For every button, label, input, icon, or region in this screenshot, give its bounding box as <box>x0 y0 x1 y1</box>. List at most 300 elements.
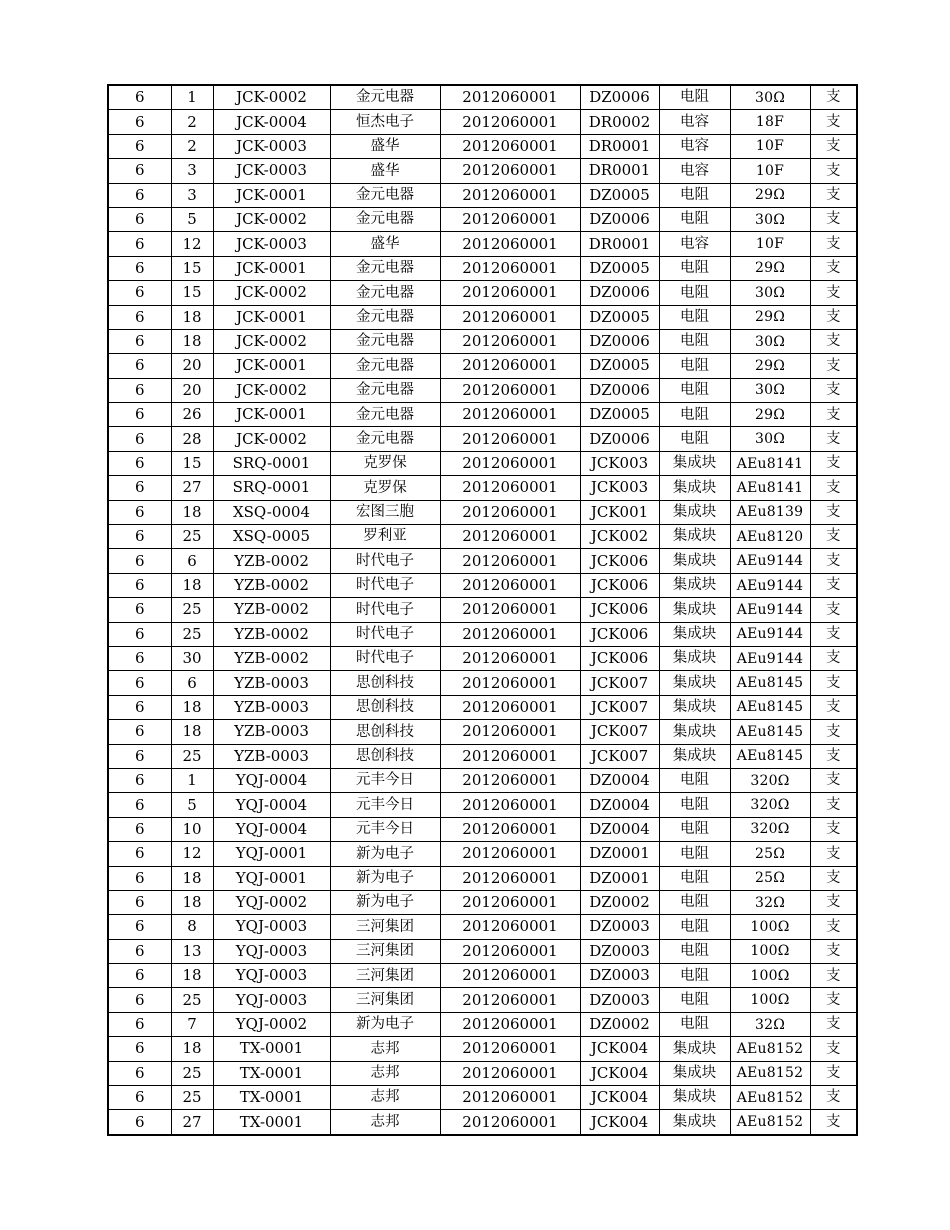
dept-code-cell: JCK-0002 <box>213 281 330 305</box>
day-cell: 6 <box>171 549 213 573</box>
part-name-cell: 集成块 <box>659 646 730 670</box>
supplier-cell: 金元电器 <box>330 207 440 231</box>
part-code-cell: DZ0004 <box>580 793 659 817</box>
table-row <box>108 1012 857 1036</box>
table-row <box>108 866 857 890</box>
month-cell: 6 <box>108 256 171 280</box>
part-name-cell: 电阻 <box>659 964 730 988</box>
dept-code-cell: XSQ-0005 <box>213 525 330 549</box>
dept-code-cell: YZB-0003 <box>213 720 330 744</box>
unit-cell: 支 <box>810 1037 857 1061</box>
month-cell: 6 <box>108 988 171 1012</box>
dept-code-cell: YQJ-0001 <box>213 866 330 890</box>
model-cell: 25Ω <box>730 866 810 890</box>
dept-code-cell: YZB-0002 <box>213 598 330 622</box>
dept-code-cell: SRQ-0001 <box>213 476 330 500</box>
model-cell: 30Ω <box>730 427 810 451</box>
unit-cell: 支 <box>810 744 857 768</box>
supplier-cell: 元丰今日 <box>330 817 440 841</box>
day-cell: 18 <box>171 500 213 524</box>
unit-cell: 支 <box>810 622 857 646</box>
model-cell: AEu8152 <box>730 1110 810 1135</box>
part-name-cell: 集成块 <box>659 1061 730 1085</box>
supplier-cell: 志邦 <box>330 1061 440 1085</box>
supplier-cell: 志邦 <box>330 1086 440 1110</box>
table-row <box>108 207 857 231</box>
unit-cell: 支 <box>810 207 857 231</box>
day-cell: 5 <box>171 207 213 231</box>
table-row <box>108 573 857 597</box>
model-cell: AEu9144 <box>730 646 810 670</box>
table-row <box>108 695 857 719</box>
unit-cell: 支 <box>810 403 857 427</box>
part-name-cell: 电阻 <box>659 890 730 914</box>
part-code-cell: JCK006 <box>580 549 659 573</box>
table-row <box>108 890 857 914</box>
order-number-cell: 2012060001 <box>440 281 580 305</box>
unit-cell: 支 <box>810 256 857 280</box>
dept-code-cell: JCK-0001 <box>213 183 330 207</box>
model-cell: 100Ω <box>730 964 810 988</box>
part-code-cell: DZ0003 <box>580 964 659 988</box>
part-code-cell: JCK007 <box>580 720 659 744</box>
model-cell: 320Ω <box>730 793 810 817</box>
part-name-cell: 集成块 <box>659 525 730 549</box>
dept-code-cell: JCK-0001 <box>213 256 330 280</box>
dept-code-cell: JCK-0003 <box>213 159 330 183</box>
table-row <box>108 1037 857 1061</box>
order-number-cell: 2012060001 <box>440 720 580 744</box>
dept-code-cell: YZB-0002 <box>213 622 330 646</box>
supplier-cell: 志邦 <box>330 1037 440 1061</box>
dept-code-cell: JCK-0001 <box>213 403 330 427</box>
day-cell: 25 <box>171 622 213 646</box>
dept-code-cell: YQJ-0004 <box>213 817 330 841</box>
day-cell: 20 <box>171 354 213 378</box>
month-cell: 6 <box>108 403 171 427</box>
day-cell: 25 <box>171 744 213 768</box>
unit-cell: 支 <box>810 768 857 792</box>
part-code-cell: DZ0002 <box>580 1012 659 1036</box>
part-name-cell: 集成块 <box>659 500 730 524</box>
supplier-cell: 时代电子 <box>330 549 440 573</box>
month-cell: 6 <box>108 134 171 158</box>
part-name-cell: 电阻 <box>659 256 730 280</box>
table-body <box>108 85 857 1135</box>
model-cell: AEu8145 <box>730 744 810 768</box>
unit-cell: 支 <box>810 1012 857 1036</box>
dept-code-cell: YQJ-0002 <box>213 1012 330 1036</box>
dept-code-cell: YZB-0003 <box>213 695 330 719</box>
dept-code-cell: JCK-0004 <box>213 110 330 134</box>
supplier-cell: 金元电器 <box>330 403 440 427</box>
dept-code-cell: TX-0001 <box>213 1037 330 1061</box>
day-cell: 25 <box>171 1061 213 1085</box>
dept-code-cell: YQJ-0003 <box>213 939 330 963</box>
table-row <box>108 1110 857 1135</box>
part-name-cell: 集成块 <box>659 720 730 744</box>
day-cell: 15 <box>171 256 213 280</box>
part-name-cell: 电阻 <box>659 85 730 110</box>
unit-cell: 支 <box>810 866 857 890</box>
day-cell: 25 <box>171 598 213 622</box>
order-number-cell: 2012060001 <box>440 85 580 110</box>
month-cell: 6 <box>108 890 171 914</box>
model-cell: 10F <box>730 159 810 183</box>
supplier-cell: 宏图三胞 <box>330 500 440 524</box>
order-number-cell: 2012060001 <box>440 110 580 134</box>
day-cell: 6 <box>171 671 213 695</box>
part-name-cell: 电阻 <box>659 988 730 1012</box>
month-cell: 6 <box>108 427 171 451</box>
month-cell: 6 <box>108 305 171 329</box>
model-cell: AEu8139 <box>730 500 810 524</box>
order-number-cell: 2012060001 <box>440 1061 580 1085</box>
part-code-cell: DZ0006 <box>580 207 659 231</box>
dept-code-cell: JCK-0002 <box>213 207 330 231</box>
model-cell: 30Ω <box>730 329 810 353</box>
supplier-cell: 新为电子 <box>330 842 440 866</box>
unit-cell: 支 <box>810 110 857 134</box>
part-name-cell: 电阻 <box>659 427 730 451</box>
order-number-cell: 2012060001 <box>440 134 580 158</box>
order-number-cell: 2012060001 <box>440 378 580 402</box>
supplier-cell: 克罗保 <box>330 451 440 475</box>
month-cell: 6 <box>108 329 171 353</box>
model-cell: AEu8145 <box>730 695 810 719</box>
table-row <box>108 939 857 963</box>
part-name-cell: 电阻 <box>659 866 730 890</box>
model-cell: 30Ω <box>730 378 810 402</box>
supplier-cell: 志邦 <box>330 1110 440 1135</box>
dept-code-cell: YQJ-0004 <box>213 768 330 792</box>
day-cell: 10 <box>171 817 213 841</box>
dept-code-cell: YZB-0002 <box>213 646 330 670</box>
day-cell: 27 <box>171 1110 213 1135</box>
day-cell: 18 <box>171 866 213 890</box>
unit-cell: 支 <box>810 1086 857 1110</box>
order-number-cell: 2012060001 <box>440 866 580 890</box>
part-code-cell: DZ0003 <box>580 939 659 963</box>
dept-code-cell: JCK-0002 <box>213 329 330 353</box>
day-cell: 30 <box>171 646 213 670</box>
month-cell: 6 <box>108 671 171 695</box>
model-cell: 29Ω <box>730 183 810 207</box>
supplier-cell: 金元电器 <box>330 281 440 305</box>
month-cell: 6 <box>108 622 171 646</box>
month-cell: 6 <box>108 842 171 866</box>
unit-cell: 支 <box>810 939 857 963</box>
day-cell: 25 <box>171 1086 213 1110</box>
day-cell: 15 <box>171 451 213 475</box>
supplier-cell: 新为电子 <box>330 866 440 890</box>
supplier-cell: 元丰今日 <box>330 768 440 792</box>
part-name-cell: 电阻 <box>659 305 730 329</box>
part-code-cell: DZ0001 <box>580 866 659 890</box>
order-number-cell: 2012060001 <box>440 915 580 939</box>
month-cell: 6 <box>108 110 171 134</box>
part-code-cell: DZ0001 <box>580 842 659 866</box>
unit-cell: 支 <box>810 305 857 329</box>
model-cell: 18F <box>730 110 810 134</box>
month-cell: 6 <box>108 720 171 744</box>
part-code-cell: JCK006 <box>580 622 659 646</box>
day-cell: 26 <box>171 403 213 427</box>
part-code-cell: DZ0005 <box>580 183 659 207</box>
day-cell: 1 <box>171 85 213 110</box>
table-row <box>108 1061 857 1085</box>
table-row <box>108 232 857 256</box>
month-cell: 6 <box>108 744 171 768</box>
supplier-cell: 时代电子 <box>330 573 440 597</box>
month-cell: 6 <box>108 354 171 378</box>
model-cell: AEu8152 <box>730 1086 810 1110</box>
unit-cell: 支 <box>810 232 857 256</box>
order-number-cell: 2012060001 <box>440 646 580 670</box>
unit-cell: 支 <box>810 476 857 500</box>
table-row <box>108 817 857 841</box>
part-name-cell: 电阻 <box>659 281 730 305</box>
dept-code-cell: YQJ-0001 <box>213 842 330 866</box>
table-row <box>108 842 857 866</box>
supplier-cell: 金元电器 <box>330 85 440 110</box>
month-cell: 6 <box>108 695 171 719</box>
day-cell: 28 <box>171 427 213 451</box>
dept-code-cell: YQJ-0003 <box>213 964 330 988</box>
day-cell: 2 <box>171 134 213 158</box>
unit-cell: 支 <box>810 85 857 110</box>
order-number-cell: 2012060001 <box>440 403 580 427</box>
supplier-cell: 金元电器 <box>330 256 440 280</box>
month-cell: 6 <box>108 85 171 110</box>
model-cell: 29Ω <box>730 354 810 378</box>
table-row <box>108 964 857 988</box>
model-cell: AEu9144 <box>730 573 810 597</box>
month-cell: 6 <box>108 915 171 939</box>
table-row <box>108 134 857 158</box>
part-code-cell: JCK007 <box>580 695 659 719</box>
month-cell: 6 <box>108 207 171 231</box>
order-number-cell: 2012060001 <box>440 305 580 329</box>
supplier-cell: 三河集团 <box>330 964 440 988</box>
part-code-cell: JCK007 <box>580 744 659 768</box>
model-cell: AEu8152 <box>730 1061 810 1085</box>
dept-code-cell: YQJ-0004 <box>213 793 330 817</box>
order-number-cell: 2012060001 <box>440 476 580 500</box>
part-name-cell: 电阻 <box>659 1012 730 1036</box>
supplier-cell: 三河集团 <box>330 915 440 939</box>
table-row <box>108 793 857 817</box>
supplier-cell: 罗利亚 <box>330 525 440 549</box>
unit-cell: 支 <box>810 134 857 158</box>
supplier-cell: 金元电器 <box>330 427 440 451</box>
day-cell: 18 <box>171 890 213 914</box>
part-code-cell: DR0002 <box>580 110 659 134</box>
model-cell: 100Ω <box>730 915 810 939</box>
table-row <box>108 281 857 305</box>
model-cell: 32Ω <box>730 890 810 914</box>
part-name-cell: 电阻 <box>659 817 730 841</box>
supplier-cell: 新为电子 <box>330 1012 440 1036</box>
part-code-cell: DR0001 <box>580 134 659 158</box>
part-code-cell: DZ0003 <box>580 915 659 939</box>
model-cell: 320Ω <box>730 768 810 792</box>
model-cell: AEu8145 <box>730 720 810 744</box>
part-name-cell: 电阻 <box>659 378 730 402</box>
month-cell: 6 <box>108 525 171 549</box>
part-code-cell: JCK004 <box>580 1061 659 1085</box>
table-row <box>108 720 857 744</box>
month-cell: 6 <box>108 549 171 573</box>
unit-cell: 支 <box>810 964 857 988</box>
day-cell: 13 <box>171 939 213 963</box>
part-name-cell: 电阻 <box>659 207 730 231</box>
order-number-cell: 2012060001 <box>440 1012 580 1036</box>
table-row <box>108 403 857 427</box>
part-name-cell: 集成块 <box>659 671 730 695</box>
table-row <box>108 525 857 549</box>
supplier-cell: 三河集团 <box>330 939 440 963</box>
inventory-table <box>107 84 858 1136</box>
model-cell: 32Ω <box>730 1012 810 1036</box>
model-cell: 320Ω <box>730 817 810 841</box>
model-cell: 30Ω <box>730 85 810 110</box>
part-code-cell: JCK006 <box>580 573 659 597</box>
day-cell: 18 <box>171 305 213 329</box>
table-row <box>108 622 857 646</box>
order-number-cell: 2012060001 <box>440 1037 580 1061</box>
unit-cell: 支 <box>810 549 857 573</box>
dept-code-cell: JCK-0002 <box>213 427 330 451</box>
supplier-cell: 思创科技 <box>330 695 440 719</box>
supplier-cell: 盛华 <box>330 134 440 158</box>
month-cell: 6 <box>108 817 171 841</box>
unit-cell: 支 <box>810 1110 857 1135</box>
order-number-cell: 2012060001 <box>440 183 580 207</box>
part-code-cell: JCK002 <box>580 525 659 549</box>
supplier-cell: 金元电器 <box>330 305 440 329</box>
unit-cell: 支 <box>810 183 857 207</box>
part-name-cell: 集成块 <box>659 1037 730 1061</box>
part-name-cell: 电阻 <box>659 329 730 353</box>
table-row <box>108 159 857 183</box>
table-row <box>108 1086 857 1110</box>
unit-cell: 支 <box>810 500 857 524</box>
part-name-cell: 电容 <box>659 232 730 256</box>
order-number-cell: 2012060001 <box>440 988 580 1012</box>
dept-code-cell: JCK-0002 <box>213 85 330 110</box>
table-row <box>108 598 857 622</box>
part-code-cell: DR0001 <box>580 159 659 183</box>
table-row <box>108 378 857 402</box>
supplier-cell: 时代电子 <box>330 646 440 670</box>
supplier-cell: 恒杰电子 <box>330 110 440 134</box>
part-name-cell: 电阻 <box>659 183 730 207</box>
part-code-cell: DZ0005 <box>580 256 659 280</box>
month-cell: 6 <box>108 793 171 817</box>
model-cell: 10F <box>730 134 810 158</box>
table-row <box>108 85 857 110</box>
part-name-cell: 电阻 <box>659 842 730 866</box>
part-name-cell: 集成块 <box>659 451 730 475</box>
day-cell: 27 <box>171 476 213 500</box>
day-cell: 18 <box>171 329 213 353</box>
part-name-cell: 集成块 <box>659 476 730 500</box>
order-number-cell: 2012060001 <box>440 232 580 256</box>
order-number-cell: 2012060001 <box>440 695 580 719</box>
table-row <box>108 500 857 524</box>
dept-code-cell: YQJ-0003 <box>213 988 330 1012</box>
day-cell: 20 <box>171 378 213 402</box>
supplier-cell: 新为电子 <box>330 890 440 914</box>
part-name-cell: 电容 <box>659 159 730 183</box>
dept-code-cell: TX-0001 <box>213 1110 330 1135</box>
supplier-cell: 盛华 <box>330 159 440 183</box>
day-cell: 3 <box>171 183 213 207</box>
table-row <box>108 744 857 768</box>
part-code-cell: JCK001 <box>580 500 659 524</box>
table-row <box>108 671 857 695</box>
supplier-cell: 时代电子 <box>330 622 440 646</box>
part-name-cell: 集成块 <box>659 744 730 768</box>
dept-code-cell: JCK-0003 <box>213 134 330 158</box>
dept-code-cell: YZB-0003 <box>213 744 330 768</box>
part-code-cell: JCK006 <box>580 598 659 622</box>
part-name-cell: 电容 <box>659 134 730 158</box>
unit-cell: 支 <box>810 598 857 622</box>
day-cell: 18 <box>171 964 213 988</box>
part-code-cell: JCK004 <box>580 1110 659 1135</box>
supplier-cell: 思创科技 <box>330 720 440 744</box>
table-row <box>108 549 857 573</box>
month-cell: 6 <box>108 866 171 890</box>
dept-code-cell: TX-0001 <box>213 1061 330 1085</box>
part-name-cell: 电阻 <box>659 768 730 792</box>
month-cell: 6 <box>108 451 171 475</box>
month-cell: 6 <box>108 476 171 500</box>
model-cell: AEu8120 <box>730 525 810 549</box>
order-number-cell: 2012060001 <box>440 427 580 451</box>
model-cell: 29Ω <box>730 403 810 427</box>
model-cell: AEu8141 <box>730 476 810 500</box>
supplier-cell: 思创科技 <box>330 671 440 695</box>
unit-cell: 支 <box>810 329 857 353</box>
order-number-cell: 2012060001 <box>440 890 580 914</box>
part-name-cell: 集成块 <box>659 695 730 719</box>
table-row <box>108 329 857 353</box>
part-code-cell: DZ0005 <box>580 403 659 427</box>
part-code-cell: DZ0002 <box>580 890 659 914</box>
part-name-cell: 集成块 <box>659 1110 730 1135</box>
day-cell: 1 <box>171 768 213 792</box>
order-number-cell: 2012060001 <box>440 549 580 573</box>
order-number-cell: 2012060001 <box>440 793 580 817</box>
dept-code-cell: JCK-0001 <box>213 354 330 378</box>
month-cell: 6 <box>108 939 171 963</box>
month-cell: 6 <box>108 1061 171 1085</box>
unit-cell: 支 <box>810 159 857 183</box>
month-cell: 6 <box>108 183 171 207</box>
month-cell: 6 <box>108 1037 171 1061</box>
month-cell: 6 <box>108 378 171 402</box>
order-number-cell: 2012060001 <box>440 622 580 646</box>
month-cell: 6 <box>108 500 171 524</box>
model-cell: AEu9144 <box>730 622 810 646</box>
unit-cell: 支 <box>810 988 857 1012</box>
table-row <box>108 256 857 280</box>
table-row <box>108 354 857 378</box>
supplier-cell: 金元电器 <box>330 183 440 207</box>
